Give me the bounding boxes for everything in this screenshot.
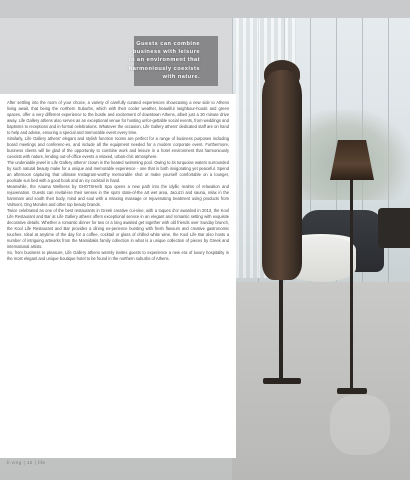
- sculpture-stand: [279, 280, 283, 380]
- page-footer: li ving | 12 | life: [7, 460, 46, 465]
- paragraph: After settling into the room of your choice, a variety of carefully curated experiences showcasing a new side to Athens living await, that being the northern Suburbs, which with their cooler weather, beautiful neighbour-hoods and green spaces, offer a very different experience to the bustle and excitement of downtown Athens, albeit just a 30 minute drive away. Life Gallery athens also serves as an exceptional venue for hosting unfor-gettable social events, from weddings and baptisms to receptions and in-formal celebrations. Whatever the occasion, Life Gallery athens' dedicated staff are on hand to help and advise, ensuring a special and memorable event every time.: [7, 100, 229, 135]
- article-body: [7, 100, 229, 262]
- paragraph: Meanwhile, the Anama Wellness by GHOTSHerb Spa opens a new path into the idyllic realms of relaxation and rejuvenation. Guests can revital-ise their senses in the spa's state-of-the art wet area, Jacuzzi and sauna, relax in the hammam and sooth their body, mind and soul with a relaxing massage or rejuvenating treatment using products from Valmont, Ong Mondes and other top beauty brands.: [7, 184, 229, 207]
- ceiling: [0, 0, 410, 18]
- page-number: 12: [26, 460, 33, 465]
- caption-line: Guests can combine: [136, 41, 200, 47]
- photo-caption: [50, 40, 200, 81]
- paragraph: So, from business to pleasure, Life Gallery athens warmly invites guests to experience a new era of luxury hospitality in the most elegant and unique boutique hotel to be found in the northern suburbs of Athens.: [7, 250, 229, 261]
- floor-lamp-stem: [350, 180, 353, 390]
- paragraph: Similarly, Life Gallery athens' elegant and stylish function rooms are perfect for a range of business purposes including board meetings and conferenc-es, and include all the equipment needed for a modern corporate event. Furthermore, business clients will be glad of the opportunity to combine work and leisure in a hotel environment that harmoniously coexists with nature, lending out-of-office events a relaxed, urban-chic atmosphere.: [7, 136, 229, 159]
- floor: [232, 282, 410, 480]
- floor-reflection: [330, 395, 390, 455]
- footer-section: li ving: [7, 460, 22, 465]
- caption-line: with nature.: [162, 73, 200, 80]
- wooden-sculpture: [262, 70, 302, 280]
- paragraph: The undeniable jewel in Life Gallery athens' crown is the heated swimming pool. Owing to its turquoise waters surrounded by such natural beauty make for a unique and memorable experience - one that is both invigorating yet peaceful. Spend an afternoon capturing that ultimate Instagram-worthy memorable shot or make yourself comfortable on a lounger, poolside sun bed with a good book and an icy cocktail in hand.: [7, 160, 229, 183]
- caption-line: harmoniously coexists: [128, 65, 200, 72]
- caption-line: in an environment that: [129, 57, 200, 64]
- paragraph: Twice celebrated as one of the best restaurants in Greek creative cui-sine, with a toques d'or awarded in 2013, the Kool Life Restaurant and Bar at Life Gallery athens offers exceptional service in an elegant and romantic setting with exquisite decorative details. Whether a romantic dinner for two or a long awaited get together with old friends over Sunday brunch, the Kool Life Restaurant and Bar provides a dining ex-perience bursting with fresh flavours and creative gastronomic touches. Ideal at anytime of the day for a coffee, cocktail or glass of chilled white wine, the Kool Life Bar also hosts a number of intriguing artworks from the Mamidakis family collection in what is a unique collection of pieces by Greek and international artists.: [7, 208, 229, 249]
- sculpture-base: [263, 378, 301, 384]
- side-table: [378, 208, 410, 248]
- floor-lamp-base: [337, 388, 367, 394]
- caption-line: business with leisure: [132, 49, 200, 56]
- footer-magazine: life: [38, 460, 46, 465]
